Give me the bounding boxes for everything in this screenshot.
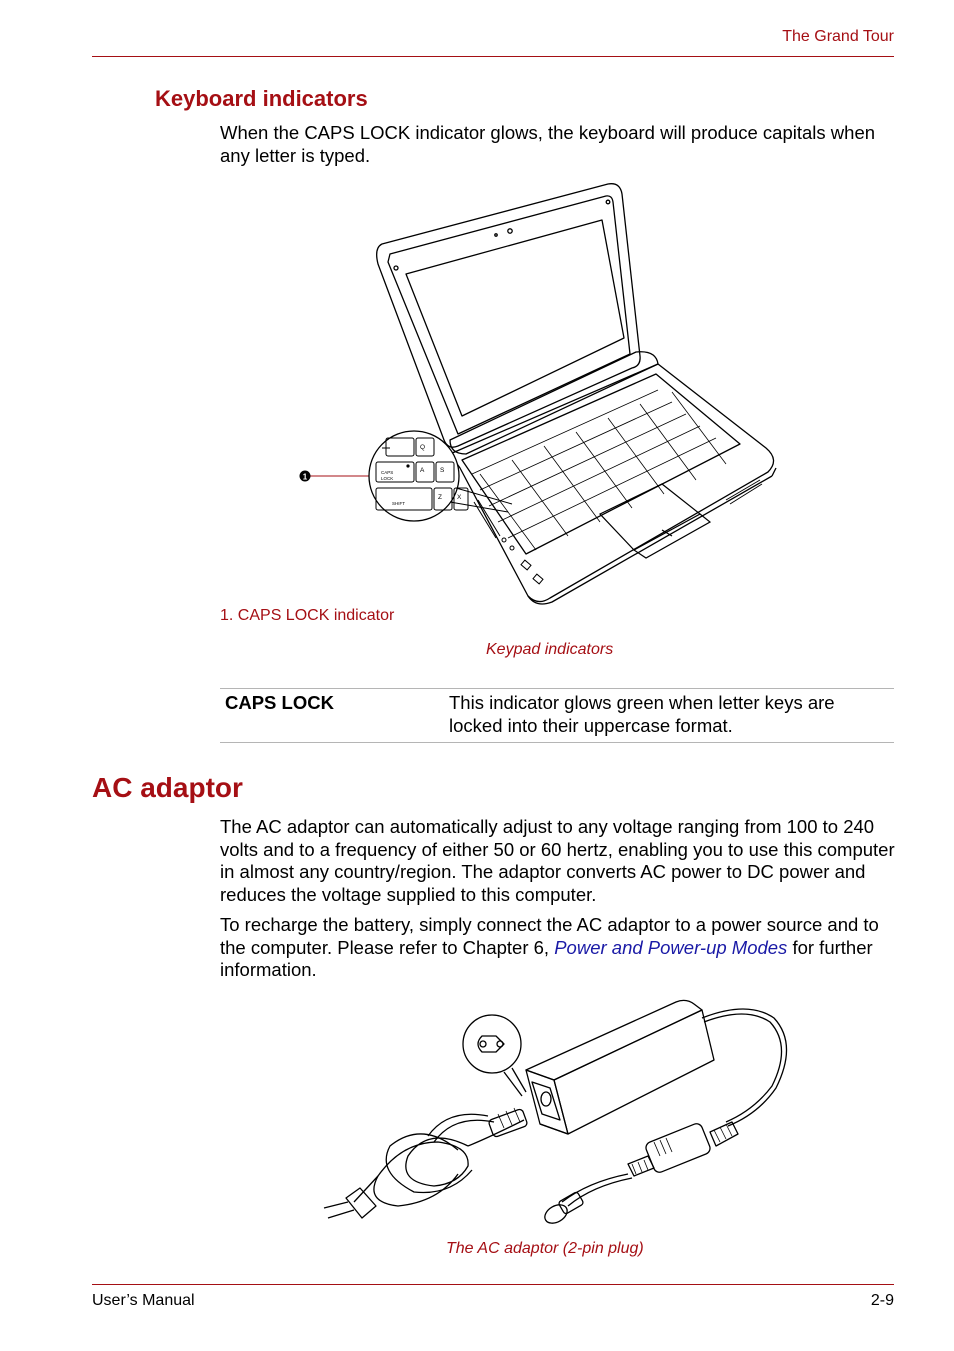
footer-page-number: 2-9 bbox=[870, 1292, 894, 1309]
table-bottom-rule bbox=[220, 742, 894, 743]
ac-paragraph-2 bbox=[220, 914, 896, 982]
laptop-illustration bbox=[290, 178, 790, 608]
key-s: S bbox=[440, 467, 445, 474]
footer-manual-title: User’s Manual bbox=[92, 1292, 195, 1309]
table-row bbox=[220, 690, 894, 742]
footer-rule bbox=[92, 1284, 894, 1285]
ac-paragraph-2-tail: for further information. bbox=[220, 936, 873, 981]
power-modes-link[interactable]: Power and Power-up Modes bbox=[554, 936, 788, 958]
figure-caption-ac-adaptor: The AC adaptor (2-pin plug) bbox=[446, 1240, 644, 1257]
key-x: X bbox=[457, 494, 462, 501]
table-cell-description: This indicator glows green when letter keys are locked into their uppercase format. bbox=[449, 692, 835, 736]
running-header: The Grand Tour bbox=[782, 28, 894, 45]
table-top-rule bbox=[220, 688, 894, 689]
key-shift: SHIFT bbox=[392, 501, 405, 506]
key-caps-line2: LOCK bbox=[381, 476, 394, 481]
ac-adaptor-illustration bbox=[318, 996, 798, 1232]
section-heading-ac-adaptor: AC adaptor bbox=[92, 772, 243, 803]
keyboard-body-text: When the CAPS LOCK indicator glows, the keyboard will produce capitals when any letter is typed. bbox=[220, 122, 876, 166]
key-caps-line1: CAPS bbox=[381, 470, 394, 475]
figure-caption-keypad: Keypad indicators bbox=[486, 641, 614, 658]
callout-number: 1 bbox=[302, 472, 308, 482]
section-heading-keyboard-indicators: Keyboard indicators bbox=[155, 86, 368, 111]
key-a: A bbox=[420, 467, 425, 474]
key-q: Q bbox=[420, 444, 426, 451]
key-z: Z bbox=[438, 494, 442, 501]
ac-paragraph-2-text: To recharge the battery, simply connect the AC adaptor to a power source and to the computer. Please refer to Chapter 6, bbox=[220, 914, 879, 958]
ac-paragraph-1: The AC adaptor can automatically adjust to any voltage ranging from 100 to 240 volts and to a frequency of either 50 or 60 hertz, enabling you to use this computer in almost any country/region. The adaptor converts AC power to DC power and reduces the voltage supplied to this computer. bbox=[220, 816, 895, 905]
table-cell-label: CAPS LOCK bbox=[225, 692, 334, 713]
header-rule bbox=[92, 56, 894, 57]
callout-label: 1. CAPS LOCK indicator bbox=[220, 607, 395, 624]
